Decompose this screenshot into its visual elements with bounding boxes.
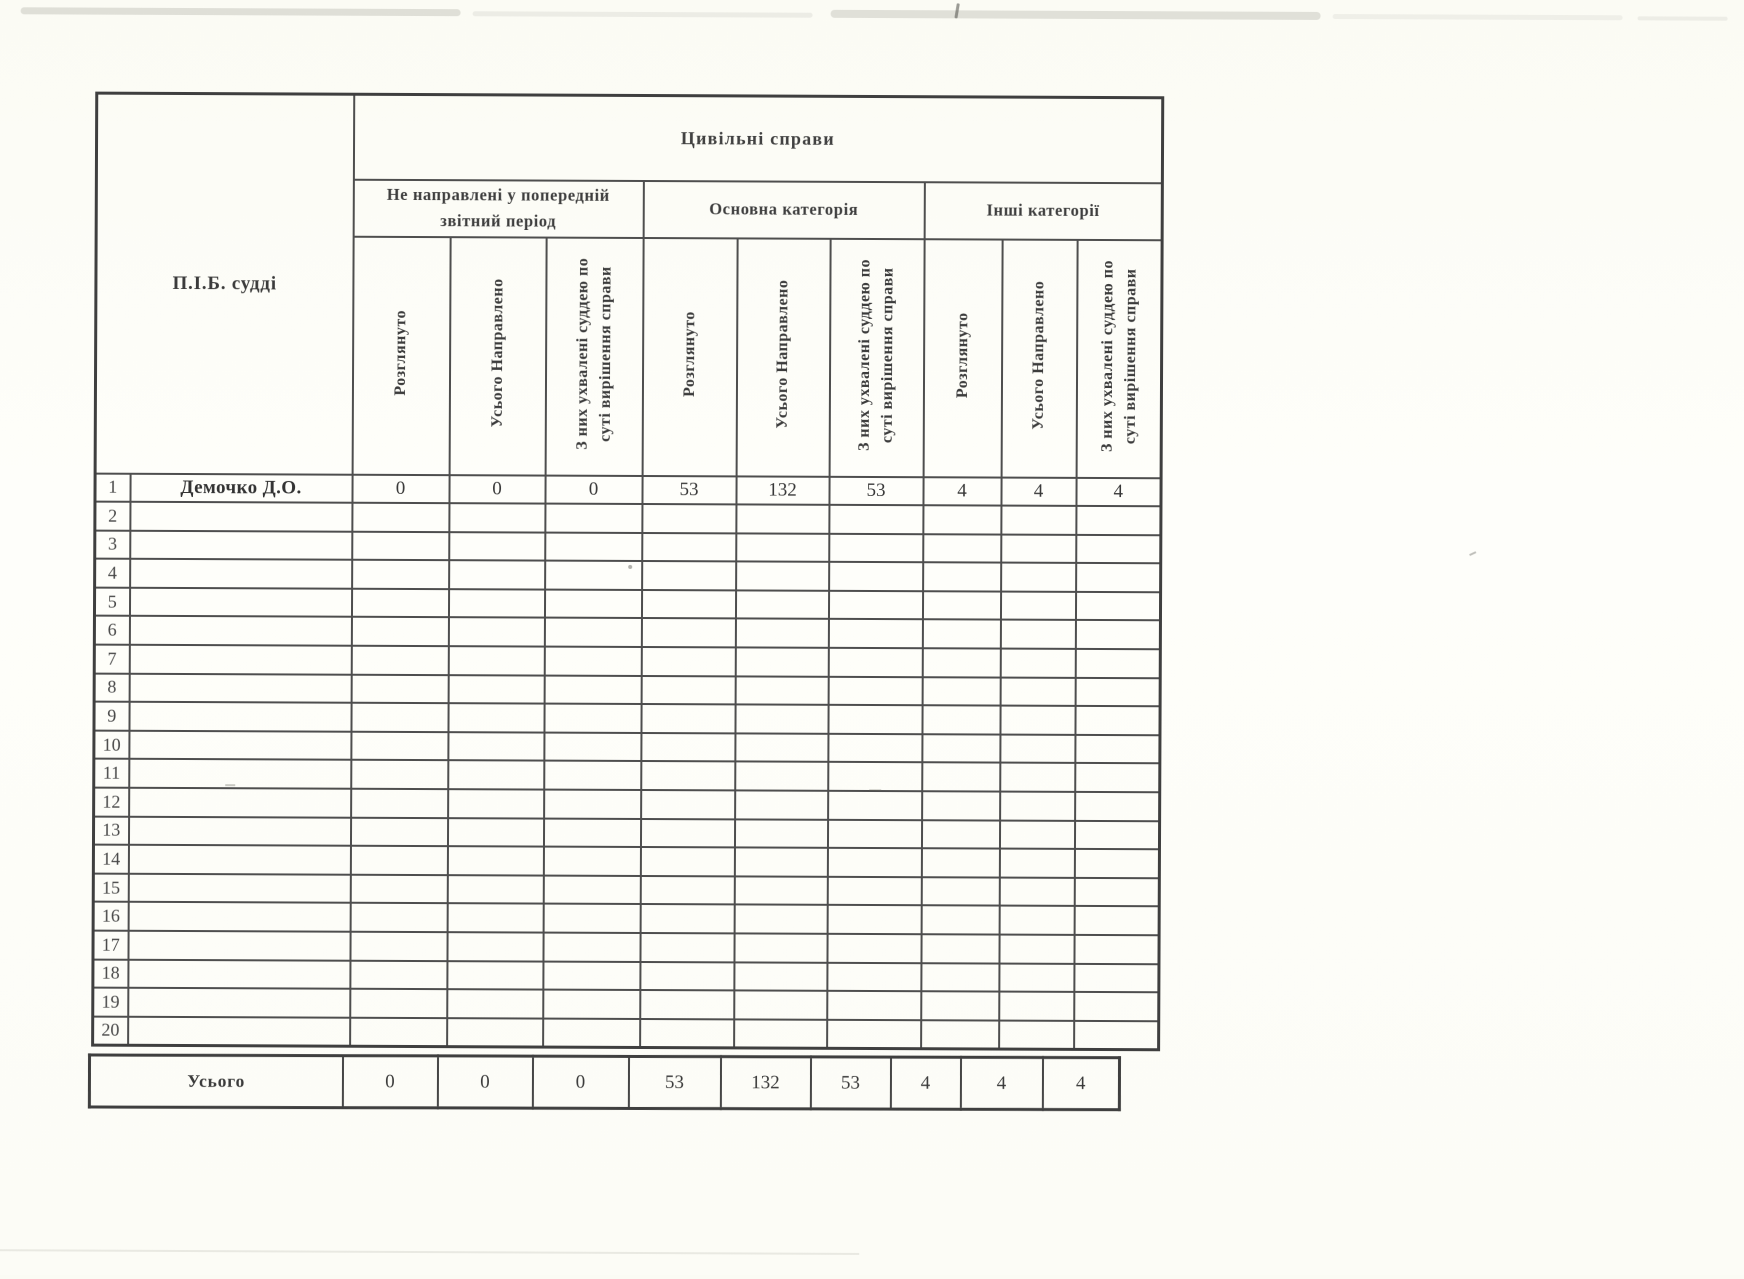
- value-cell: [921, 877, 999, 906]
- table-row: [93, 902, 1159, 935]
- column-header-label: Розглянуто: [953, 312, 972, 399]
- judge-name-cell: Демочко Д.О.: [130, 473, 352, 503]
- value-cell: [827, 962, 921, 991]
- value-cell: [1001, 534, 1076, 563]
- value-cell: [828, 734, 922, 763]
- judge-name-cell: [128, 1017, 350, 1047]
- value-cell: [351, 589, 448, 618]
- value-cell: [922, 591, 1000, 620]
- value-cell: [641, 618, 735, 647]
- report-table: [91, 92, 1164, 1052]
- row-number-cell: 5: [94, 587, 129, 616]
- value-cell: [351, 674, 448, 703]
- judge-name-cell: [129, 788, 351, 818]
- value-cell: [1075, 592, 1160, 621]
- column-header-label: З них ухвалені суддею по суті вирішення справи: [856, 258, 898, 452]
- table-row: [94, 702, 1160, 735]
- column-header-cell: [1076, 239, 1162, 477]
- column-header-label: Розглянуто: [680, 311, 699, 398]
- value-cell: [827, 819, 921, 848]
- value-cell: 0: [449, 475, 545, 504]
- column-header-label: З них ухвалені суддею по суті вирішення справи: [573, 257, 615, 450]
- value-cell: [543, 818, 640, 847]
- value-cell: [734, 962, 827, 991]
- value-cell: [544, 704, 641, 733]
- value-cell: [448, 646, 544, 675]
- table-row: [93, 931, 1159, 964]
- row-number-cell: 20: [93, 1016, 128, 1045]
- value-cell: [1074, 1021, 1159, 1050]
- group-header-other-categories: Інші категорії: [924, 182, 1162, 240]
- value-cell: [544, 790, 641, 819]
- value-cell: [640, 904, 734, 933]
- value-cell: [734, 905, 827, 934]
- row-number-cell: 6: [94, 616, 129, 645]
- scan-noise-streak: [473, 11, 813, 17]
- value-cell: [922, 763, 1000, 792]
- column-header-cell: [352, 236, 450, 474]
- value-cell: [641, 761, 735, 790]
- value-cell: [827, 934, 921, 963]
- value-cell: [734, 991, 827, 1020]
- row-number-cell: 10: [94, 730, 129, 759]
- table-row: [94, 616, 1160, 649]
- value-cell: [448, 789, 544, 818]
- value-cell: [543, 933, 640, 962]
- column-header-label: Усього Направлено: [488, 278, 507, 428]
- value-cell: [640, 819, 734, 848]
- value-cell: [736, 504, 829, 533]
- value-cell: [447, 932, 543, 961]
- value-cell: [640, 962, 734, 991]
- value-cell: [829, 533, 923, 562]
- scan-noise-streak: [1638, 16, 1728, 20]
- value-cell: [922, 705, 1000, 734]
- value-cell: [828, 676, 922, 705]
- judge-name-cell: [129, 616, 351, 646]
- value-cell: 53: [829, 476, 923, 505]
- row-number-cell: 17: [93, 931, 128, 960]
- value-cell: [828, 648, 922, 677]
- value-cell: [543, 847, 640, 876]
- value-cell: [828, 791, 922, 820]
- value-cell: 0: [545, 475, 642, 504]
- value-cell: [447, 875, 543, 904]
- judge-name-cell: [129, 702, 351, 732]
- value-cell: [734, 876, 827, 905]
- judge-name-cell: [129, 759, 351, 789]
- value-cell: [922, 734, 1000, 763]
- value-cell: [543, 1018, 640, 1047]
- value-cell: [921, 963, 999, 992]
- judge-name-cell: [129, 673, 351, 703]
- judge-name-cell: [130, 559, 352, 589]
- scan-noise-streak: [831, 10, 1321, 20]
- group-header-main-category: Основна категорія: [643, 180, 924, 238]
- value-cell: [735, 676, 828, 705]
- value-cell: [544, 618, 641, 647]
- header-row-title: [96, 93, 1162, 183]
- row-number-cell: 13: [93, 816, 128, 845]
- judge-name-cell: [130, 530, 352, 560]
- value-cell: [350, 989, 447, 1018]
- value-cell: 53: [642, 475, 736, 504]
- value-cell: [999, 992, 1074, 1021]
- value-cell: [350, 875, 447, 904]
- value-cell: [827, 877, 921, 906]
- value-cell: [351, 646, 448, 675]
- column-header-cell: [829, 238, 924, 476]
- value-cell: [999, 963, 1074, 992]
- value-cell: [921, 934, 999, 963]
- column-header-cell: [1001, 239, 1077, 477]
- row-number-cell: 8: [94, 673, 129, 702]
- scan-noise-streak: [1333, 14, 1623, 20]
- value-cell: [827, 848, 921, 877]
- value-cell: [1000, 591, 1075, 620]
- value-cell: [447, 904, 543, 933]
- value-cell: [827, 905, 921, 934]
- value-cell: [545, 561, 642, 590]
- value-cell: [545, 532, 642, 561]
- table-row: [93, 873, 1159, 906]
- total-label: Усього: [89, 1055, 342, 1108]
- judge-name-cell: [128, 874, 350, 904]
- value-cell: [350, 903, 447, 932]
- value-cell: [1000, 763, 1075, 792]
- table-row: [94, 788, 1160, 821]
- value-cell: [544, 761, 641, 790]
- table-row: [95, 502, 1161, 535]
- value-cell: [1074, 935, 1159, 964]
- column-header-label: Усього Направлено: [1030, 281, 1048, 431]
- value-cell: [921, 1020, 999, 1049]
- value-cell: [448, 732, 544, 761]
- total-value-cell: 0: [437, 1056, 532, 1108]
- table-row: [93, 959, 1159, 992]
- value-cell: [828, 762, 922, 791]
- value-cell: [1075, 649, 1160, 678]
- value-cell: [447, 1018, 543, 1047]
- value-cell: [735, 790, 828, 819]
- value-cell: [351, 617, 448, 646]
- value-cell: [921, 906, 999, 935]
- value-cell: [999, 1020, 1074, 1049]
- value-cell: [734, 933, 827, 962]
- value-cell: [350, 1018, 447, 1047]
- value-cell: [999, 849, 1074, 878]
- value-cell: [1000, 620, 1075, 649]
- judge-name-cell: [129, 731, 351, 761]
- value-cell: [735, 762, 828, 791]
- value-cell: [734, 1019, 827, 1048]
- value-cell: [1076, 563, 1161, 592]
- value-cell: [543, 961, 640, 990]
- value-cell: [641, 704, 735, 733]
- value-cell: [1075, 678, 1160, 707]
- value-cell: [921, 820, 999, 849]
- value-cell: [735, 590, 828, 619]
- total-value-cell: 4: [1042, 1057, 1119, 1109]
- value-cell: [352, 503, 449, 532]
- table-row: [94, 645, 1160, 678]
- row-number-cell: 12: [94, 788, 129, 817]
- value-cell: [923, 563, 1001, 592]
- value-cell: [448, 589, 544, 618]
- value-cell: [641, 647, 735, 676]
- value-cell: [351, 703, 448, 732]
- judge-name-cell: [128, 816, 350, 846]
- value-cell: [999, 877, 1074, 906]
- value-cell: [999, 820, 1074, 849]
- table-row: [94, 759, 1160, 792]
- value-cell: [1075, 735, 1160, 764]
- value-cell: [447, 961, 543, 990]
- value-cell: [544, 732, 641, 761]
- table-row: [93, 845, 1159, 878]
- value-cell: [828, 591, 922, 620]
- value-cell: [641, 733, 735, 762]
- value-cell: [1000, 677, 1075, 706]
- value-cell: [1001, 563, 1076, 592]
- value-cell: [828, 619, 922, 648]
- value-cell: [922, 791, 1000, 820]
- value-cell: [350, 932, 447, 961]
- value-cell: [447, 989, 543, 1018]
- value-cell: [1074, 821, 1159, 850]
- row-number-cell: 18: [93, 959, 128, 988]
- value-cell: 0: [352, 474, 449, 503]
- table-row: [95, 530, 1161, 563]
- value-cell: [544, 647, 641, 676]
- value-cell: [1075, 620, 1160, 649]
- total-value-cell: 4: [890, 1057, 960, 1109]
- judge-name-cell: [129, 588, 351, 618]
- row-number-cell: 1: [95, 473, 130, 502]
- value-cell: [1074, 992, 1159, 1021]
- judge-name-cell: [130, 502, 352, 532]
- value-cell: [1001, 506, 1076, 535]
- value-cell: [1074, 878, 1159, 907]
- value-cell: [1000, 649, 1075, 678]
- column-header-label: З них ухвалені суддею по суті вирішення справи: [1098, 259, 1140, 453]
- value-cell: [351, 732, 448, 761]
- table-row: [93, 1016, 1159, 1049]
- value-cell: [640, 847, 734, 876]
- value-cell: [829, 562, 923, 591]
- judge-name-cell: [128, 845, 350, 875]
- value-cell: [543, 990, 640, 1019]
- row-number-cell: 4: [95, 559, 130, 588]
- table-row: [94, 673, 1160, 706]
- value-cell: [922, 677, 1000, 706]
- value-cell: [827, 1020, 921, 1049]
- judge-name-header: П.І.Б. судді: [95, 93, 354, 474]
- column-header-label: Усього Направлено: [774, 280, 792, 430]
- value-cell: [449, 503, 545, 532]
- value-cell: [352, 531, 449, 560]
- value-cell: [350, 960, 447, 989]
- value-cell: [734, 819, 827, 848]
- row-number-cell: 16: [93, 902, 128, 931]
- table-row: [93, 988, 1159, 1021]
- value-cell: [545, 504, 642, 533]
- value-cell: [735, 619, 828, 648]
- judge-name-cell: [128, 988, 350, 1018]
- value-cell: [448, 761, 544, 790]
- judge-name-cell: [128, 959, 350, 989]
- value-cell: [447, 846, 543, 875]
- value-cell: 4: [923, 477, 1001, 506]
- table-row: [95, 559, 1161, 592]
- value-cell: [352, 560, 449, 589]
- value-cell: [642, 504, 736, 533]
- value-cell: [999, 906, 1074, 935]
- value-cell: [641, 676, 735, 705]
- value-cell: [1000, 734, 1075, 763]
- total-value-cell: 53: [810, 1057, 890, 1109]
- value-cell: [736, 562, 829, 591]
- value-cell: [923, 505, 1001, 534]
- value-cell: 132: [736, 476, 829, 505]
- value-cell: [735, 647, 828, 676]
- value-cell: [543, 904, 640, 933]
- total-value-cell: 53: [628, 1056, 720, 1108]
- value-cell: [641, 590, 735, 619]
- group-header-not-forwarded: Не направлені у попередній звітний період: [353, 179, 643, 237]
- value-cell: [350, 817, 447, 846]
- value-cell: [1074, 849, 1159, 878]
- total-value-cell: 0: [342, 1056, 437, 1108]
- value-cell: [351, 789, 448, 818]
- column-header-label: Розглянуто: [392, 310, 410, 396]
- row-number-cell: 15: [93, 873, 128, 902]
- value-cell: 4: [1076, 477, 1161, 506]
- column-header-cell: [642, 237, 737, 475]
- value-cell: [734, 848, 827, 877]
- value-cell: [1074, 906, 1159, 935]
- value-cell: [922, 620, 1000, 649]
- value-cell: [1000, 792, 1075, 821]
- table-row: [93, 816, 1159, 849]
- row-number-cell: 19: [93, 988, 128, 1017]
- table-row: [95, 473, 1161, 506]
- row-number-cell: 7: [94, 645, 129, 674]
- value-cell: [1075, 706, 1160, 735]
- totals-table: [88, 1053, 1121, 1111]
- table-row: [94, 730, 1160, 763]
- column-header-cell: [545, 237, 643, 475]
- row-number-cell: 2: [95, 502, 130, 531]
- value-cell: [735, 705, 828, 734]
- value-cell: [640, 1019, 734, 1048]
- value-cell: [921, 848, 999, 877]
- value-cell: [640, 990, 734, 1019]
- judge-name-cell: [128, 902, 350, 932]
- value-cell: [640, 933, 734, 962]
- value-cell: [829, 505, 923, 534]
- total-value-cell: 0: [532, 1056, 628, 1108]
- value-cell: [922, 648, 1000, 677]
- value-cell: [449, 560, 545, 589]
- scan-noise-streak: [21, 7, 461, 16]
- value-cell: [448, 618, 544, 647]
- value-cell: [999, 935, 1074, 964]
- value-cell: [642, 533, 736, 562]
- value-cell: [1000, 706, 1075, 735]
- row-number-cell: 3: [95, 530, 130, 559]
- value-cell: [1075, 792, 1160, 821]
- total-value-cell: 132: [720, 1057, 810, 1109]
- judge-name-cell: [129, 645, 351, 675]
- table-row: [94, 587, 1160, 620]
- value-cell: [1076, 535, 1161, 564]
- value-cell: [828, 705, 922, 734]
- value-cell: [448, 703, 544, 732]
- value-cell: [642, 561, 736, 590]
- value-cell: [735, 733, 828, 762]
- column-header-cell: [736, 238, 830, 476]
- value-cell: [350, 846, 447, 875]
- column-header-cell: [923, 239, 1002, 477]
- value-cell: [544, 589, 641, 618]
- value-cell: [1076, 506, 1161, 535]
- scan-speck: [1469, 551, 1476, 556]
- value-cell: [640, 876, 734, 905]
- value-cell: [923, 534, 1001, 563]
- row-number-cell: 11: [94, 759, 129, 788]
- judge-name-cell: [128, 931, 350, 961]
- value-cell: [1074, 963, 1159, 992]
- table-title: Цивільні справи: [353, 94, 1162, 183]
- value-cell: [921, 991, 999, 1020]
- row-number-cell: 9: [94, 702, 129, 731]
- value-cell: [543, 875, 640, 904]
- value-cell: [1075, 763, 1160, 792]
- value-cell: [641, 790, 735, 819]
- column-header-cell: [449, 237, 546, 475]
- value-cell: [447, 818, 543, 847]
- scan-noise-streak: [0, 1249, 859, 1255]
- total-value-cell: 4: [960, 1057, 1042, 1109]
- value-cell: [449, 532, 545, 561]
- value-cell: [351, 760, 448, 789]
- value-cell: [544, 675, 641, 704]
- value-cell: 4: [1001, 477, 1076, 506]
- row-number-cell: 14: [93, 845, 128, 874]
- value-cell: [448, 675, 544, 704]
- value-cell: [827, 991, 921, 1020]
- scan-tick-mark: [954, 3, 959, 18]
- total-row: [89, 1055, 1119, 1110]
- value-cell: [736, 533, 829, 562]
